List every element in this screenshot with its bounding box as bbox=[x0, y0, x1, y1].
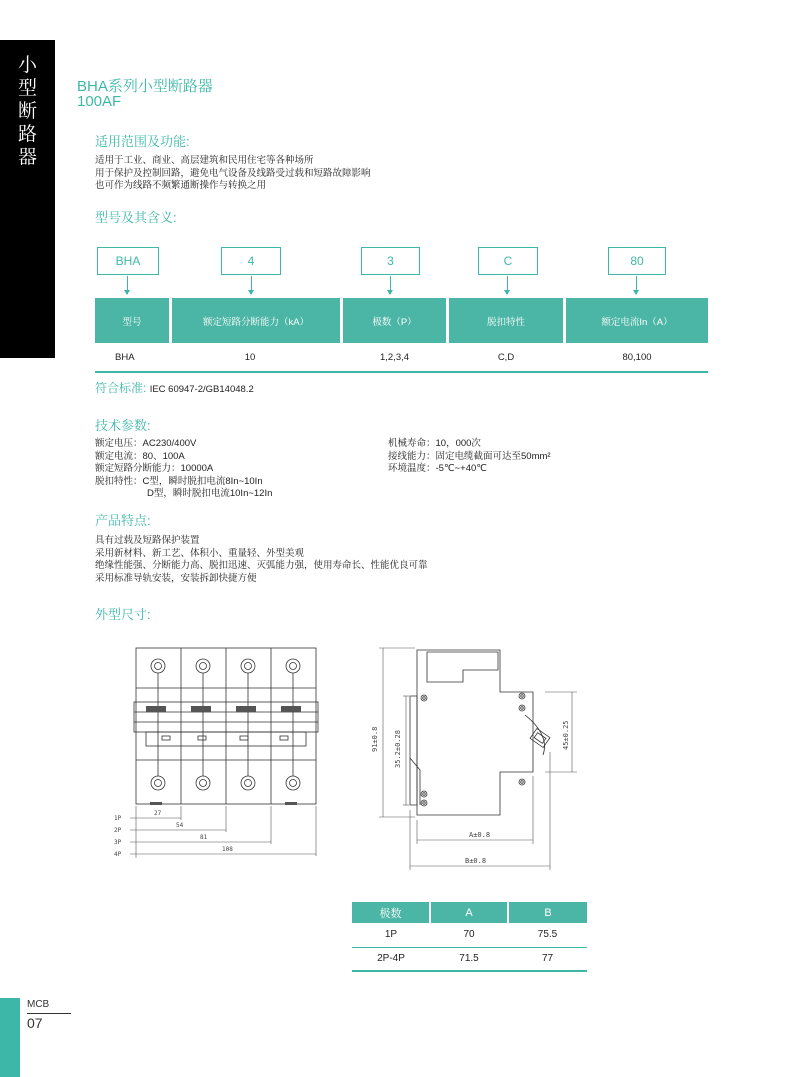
front-view-drawing bbox=[110, 640, 325, 865]
side-view-drawing bbox=[365, 640, 580, 875]
model-table-header: 型号 额定短路分断能力（kA） 极数（P） 脱扣特性 额定电流In（A） bbox=[95, 298, 708, 343]
tech-heading: 技术参数: bbox=[95, 418, 151, 433]
footer-section-label: MCB bbox=[27, 999, 50, 1010]
features-heading: 产品特点: bbox=[95, 513, 151, 528]
side-dim-b: B±0.8 bbox=[465, 857, 487, 865]
side-dim-half-depth: 45±0.25 bbox=[562, 720, 570, 750]
model-table-row: BHA 10 1,2,3,4 C,D 80,100 bbox=[95, 343, 708, 373]
arrow-down-icon bbox=[127, 276, 128, 294]
side-category-tab bbox=[0, 40, 55, 358]
dimension-table-header: 极数 A B bbox=[352, 902, 587, 923]
front-dim-value-4: 108 bbox=[222, 846, 233, 853]
side-dim-a: A±0.8 bbox=[469, 831, 491, 839]
arrow-down-icon bbox=[390, 276, 391, 294]
model-box-series: BHA bbox=[97, 247, 159, 275]
model-box-capacity: 4 bbox=[221, 247, 281, 275]
application-text: 适用于工业、商业、高层建筑和民用住宅等各种场所 用于保护及控制回路，避免电气设备及线路受过载和短路故障影响 也可作为线路不频繁通断操作与转换之用 bbox=[95, 155, 371, 191]
arrow-down-icon bbox=[507, 276, 508, 294]
page-title: BHA系列小型断路器 bbox=[77, 78, 213, 95]
side-category-label: 小 型 断 路 器 bbox=[17, 55, 37, 168]
front-dim-pole-3: 3P bbox=[114, 839, 122, 846]
front-dim-pole-2: 2P bbox=[114, 827, 122, 834]
model-box-current: 80 bbox=[608, 247, 666, 275]
front-dim-pole-4: 4P bbox=[114, 851, 122, 858]
model-table bbox=[95, 298, 708, 373]
arrow-down-icon bbox=[251, 276, 252, 294]
table-row: 2P-4P 71.5 77 bbox=[352, 947, 587, 971]
front-dim-value-1: 27 bbox=[154, 810, 162, 817]
footer-accent-bar bbox=[0, 998, 20, 1077]
front-dim-value-2: 54 bbox=[176, 822, 184, 829]
footer-divider bbox=[27, 1013, 71, 1014]
table-row: 1P 70 75.5 bbox=[352, 923, 587, 947]
standard-line: 符合标准: IEC 60947-2/GB14048.2 bbox=[95, 381, 254, 395]
page-subtitle: 100AF bbox=[77, 93, 122, 110]
dimension-table bbox=[352, 902, 587, 972]
side-dim-height: 91±0.8 bbox=[371, 726, 379, 752]
tech-left-text: 额定电压：AC230/400V 额定电流：80、100A 额定短路分断能力：10000A 脱扣特性：C型，瞬时脱扣电流8In~10In D型，瞬时脱扣电流10In~12In bbox=[95, 438, 273, 499]
features-text: 具有过载及短路保护装置 采用新材料、新工艺、体积小、重量轻、外型美观 绝缘性能强、分断能力高、脱扣迅速、灭弧能力强，使用寿命长、性能优良可靠 采用标准导轨安装，安装拆卸快捷方便 bbox=[95, 535, 428, 584]
model-heading: 型号及其含义: bbox=[95, 210, 177, 225]
dimensions-heading: 外型尺寸: bbox=[95, 607, 151, 622]
footer-page-number: 07 bbox=[27, 1015, 43, 1031]
model-box-poles: 3 bbox=[361, 247, 420, 275]
application-heading: 适用范围及功能: bbox=[95, 134, 190, 149]
front-dim-value-3: 81 bbox=[200, 834, 208, 841]
arrow-down-icon bbox=[636, 276, 637, 294]
model-box-trip: C bbox=[478, 247, 538, 275]
side-dim-rail: 35.2±0.28 bbox=[394, 730, 402, 768]
front-dim-pole-1: 1P bbox=[114, 815, 122, 822]
tech-right-text: 机械寿命：10，000次 接线能力：固定电缆截面可达至50mm² 环境温度：-5℃~+40℃ bbox=[388, 438, 551, 474]
